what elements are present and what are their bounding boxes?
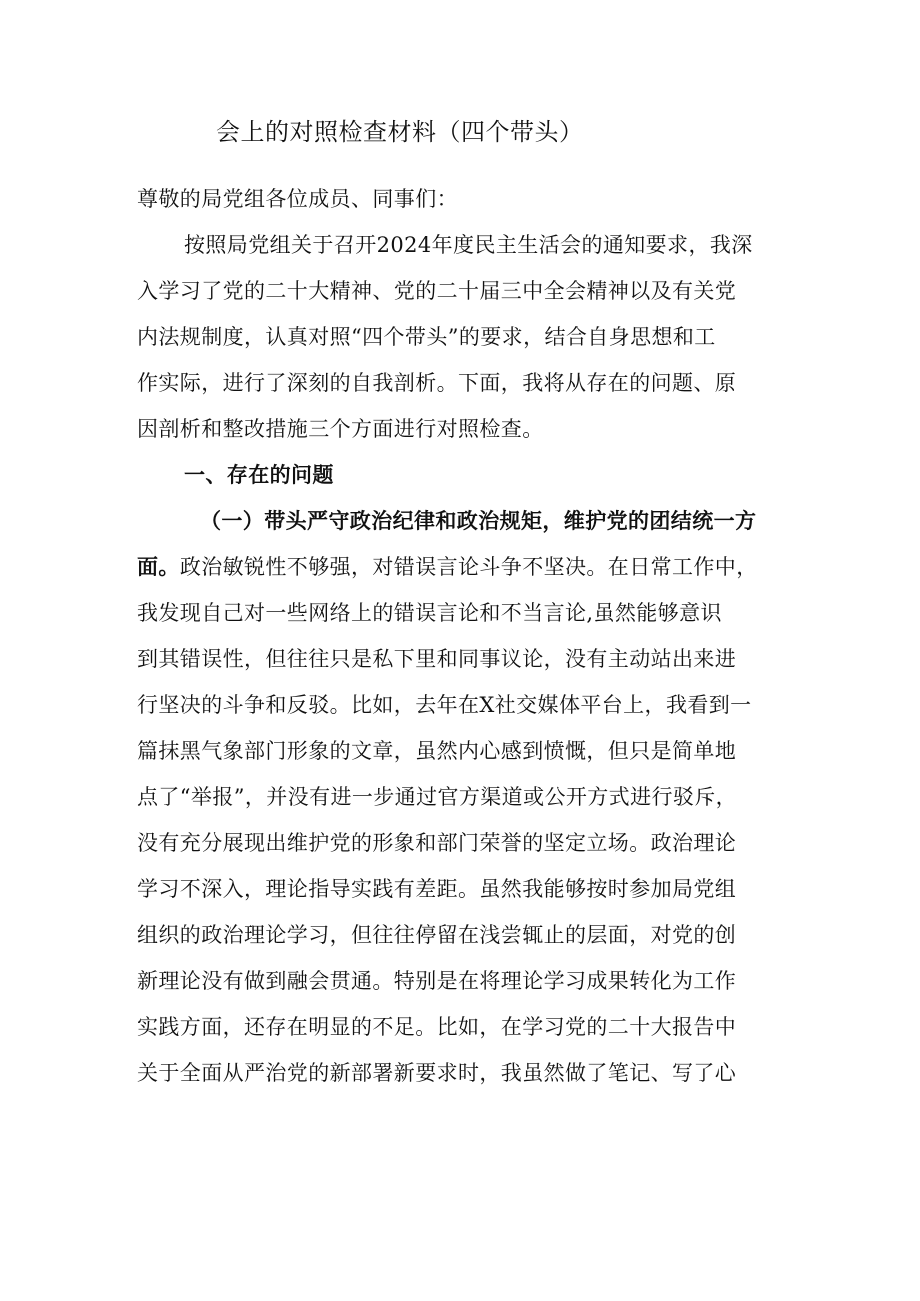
body-line: 组织的政治理论学习，但往往停留在浅尝辄止的层面，对党的创 (137, 923, 737, 947)
body-text: 政治敏锐性不够强，对错误言论斗争不坚决。在日常工作中， (179, 555, 758, 579)
body-line: 学习不深入，理论指导实践有差距。虽然我能够按时参加局党组 (137, 877, 737, 901)
body-line: 到其错误性，但往往只是私下里和同事议论，没有主动站出来进 (137, 647, 737, 671)
intro-line: 按照局党组关于召开2024年度民主生活会的通知要求，我深 (184, 233, 753, 257)
body-line: 点了“举报”，并没有进一步通过官方渠道或公开方式进行驳斥， (137, 785, 738, 809)
body-line: 实践方面，还存在明显的不足。比如，在学习党的二十大报告中 (137, 1015, 737, 1039)
intro-line: 作实际，进行了深刻的自我剖析。下面，我将从存在的问题、原 (137, 371, 737, 395)
body-line (137, 551, 758, 581)
intro-line: 入学习了党的二十大精神、党的二十届三中全会精神以及有关党 (137, 279, 737, 303)
body-line: 我发现自己对一些网络上的错误言论和不当言论,虽然能够意识 (137, 601, 722, 625)
body-line: 行坚决的斗争和反驳。比如，去年在X社交媒体平台上，我看到一 (137, 693, 752, 717)
body-line: 篇抹黑气象部门形象的文章，虽然内心感到愤慨，但只是简单地 (137, 739, 737, 763)
section-heading: 一、存在的问题 (184, 463, 334, 487)
body-line: 新理论没有做到融会贯通。特别是在将理论学习成果转化为工作 (137, 969, 737, 993)
intro-line: 因剖析和整改措施三个方面进行对照检查。 (137, 417, 544, 441)
intro-line: 内法规制度，认真对照“四个带头”的要求，结合自身思想和工 (137, 325, 716, 349)
subsection-heading-end: 面。 (137, 555, 180, 579)
body-line: 关于全面从严治党的新部署新要求时，我虽然做了笔记、写了心 (137, 1061, 737, 1085)
salutation: 尊敬的局党组各位成员、同事们： (137, 187, 458, 211)
document-title: 会上的对照检查材料（四个带头） (216, 118, 584, 146)
subsection-heading: （一）带头严守政治纪律和政治规矩，维护党的团结统一方 (200, 509, 757, 533)
body-line: 没有充分展现出维护党的形象和部门荣誉的坚定立场。政治理论 (137, 831, 737, 855)
